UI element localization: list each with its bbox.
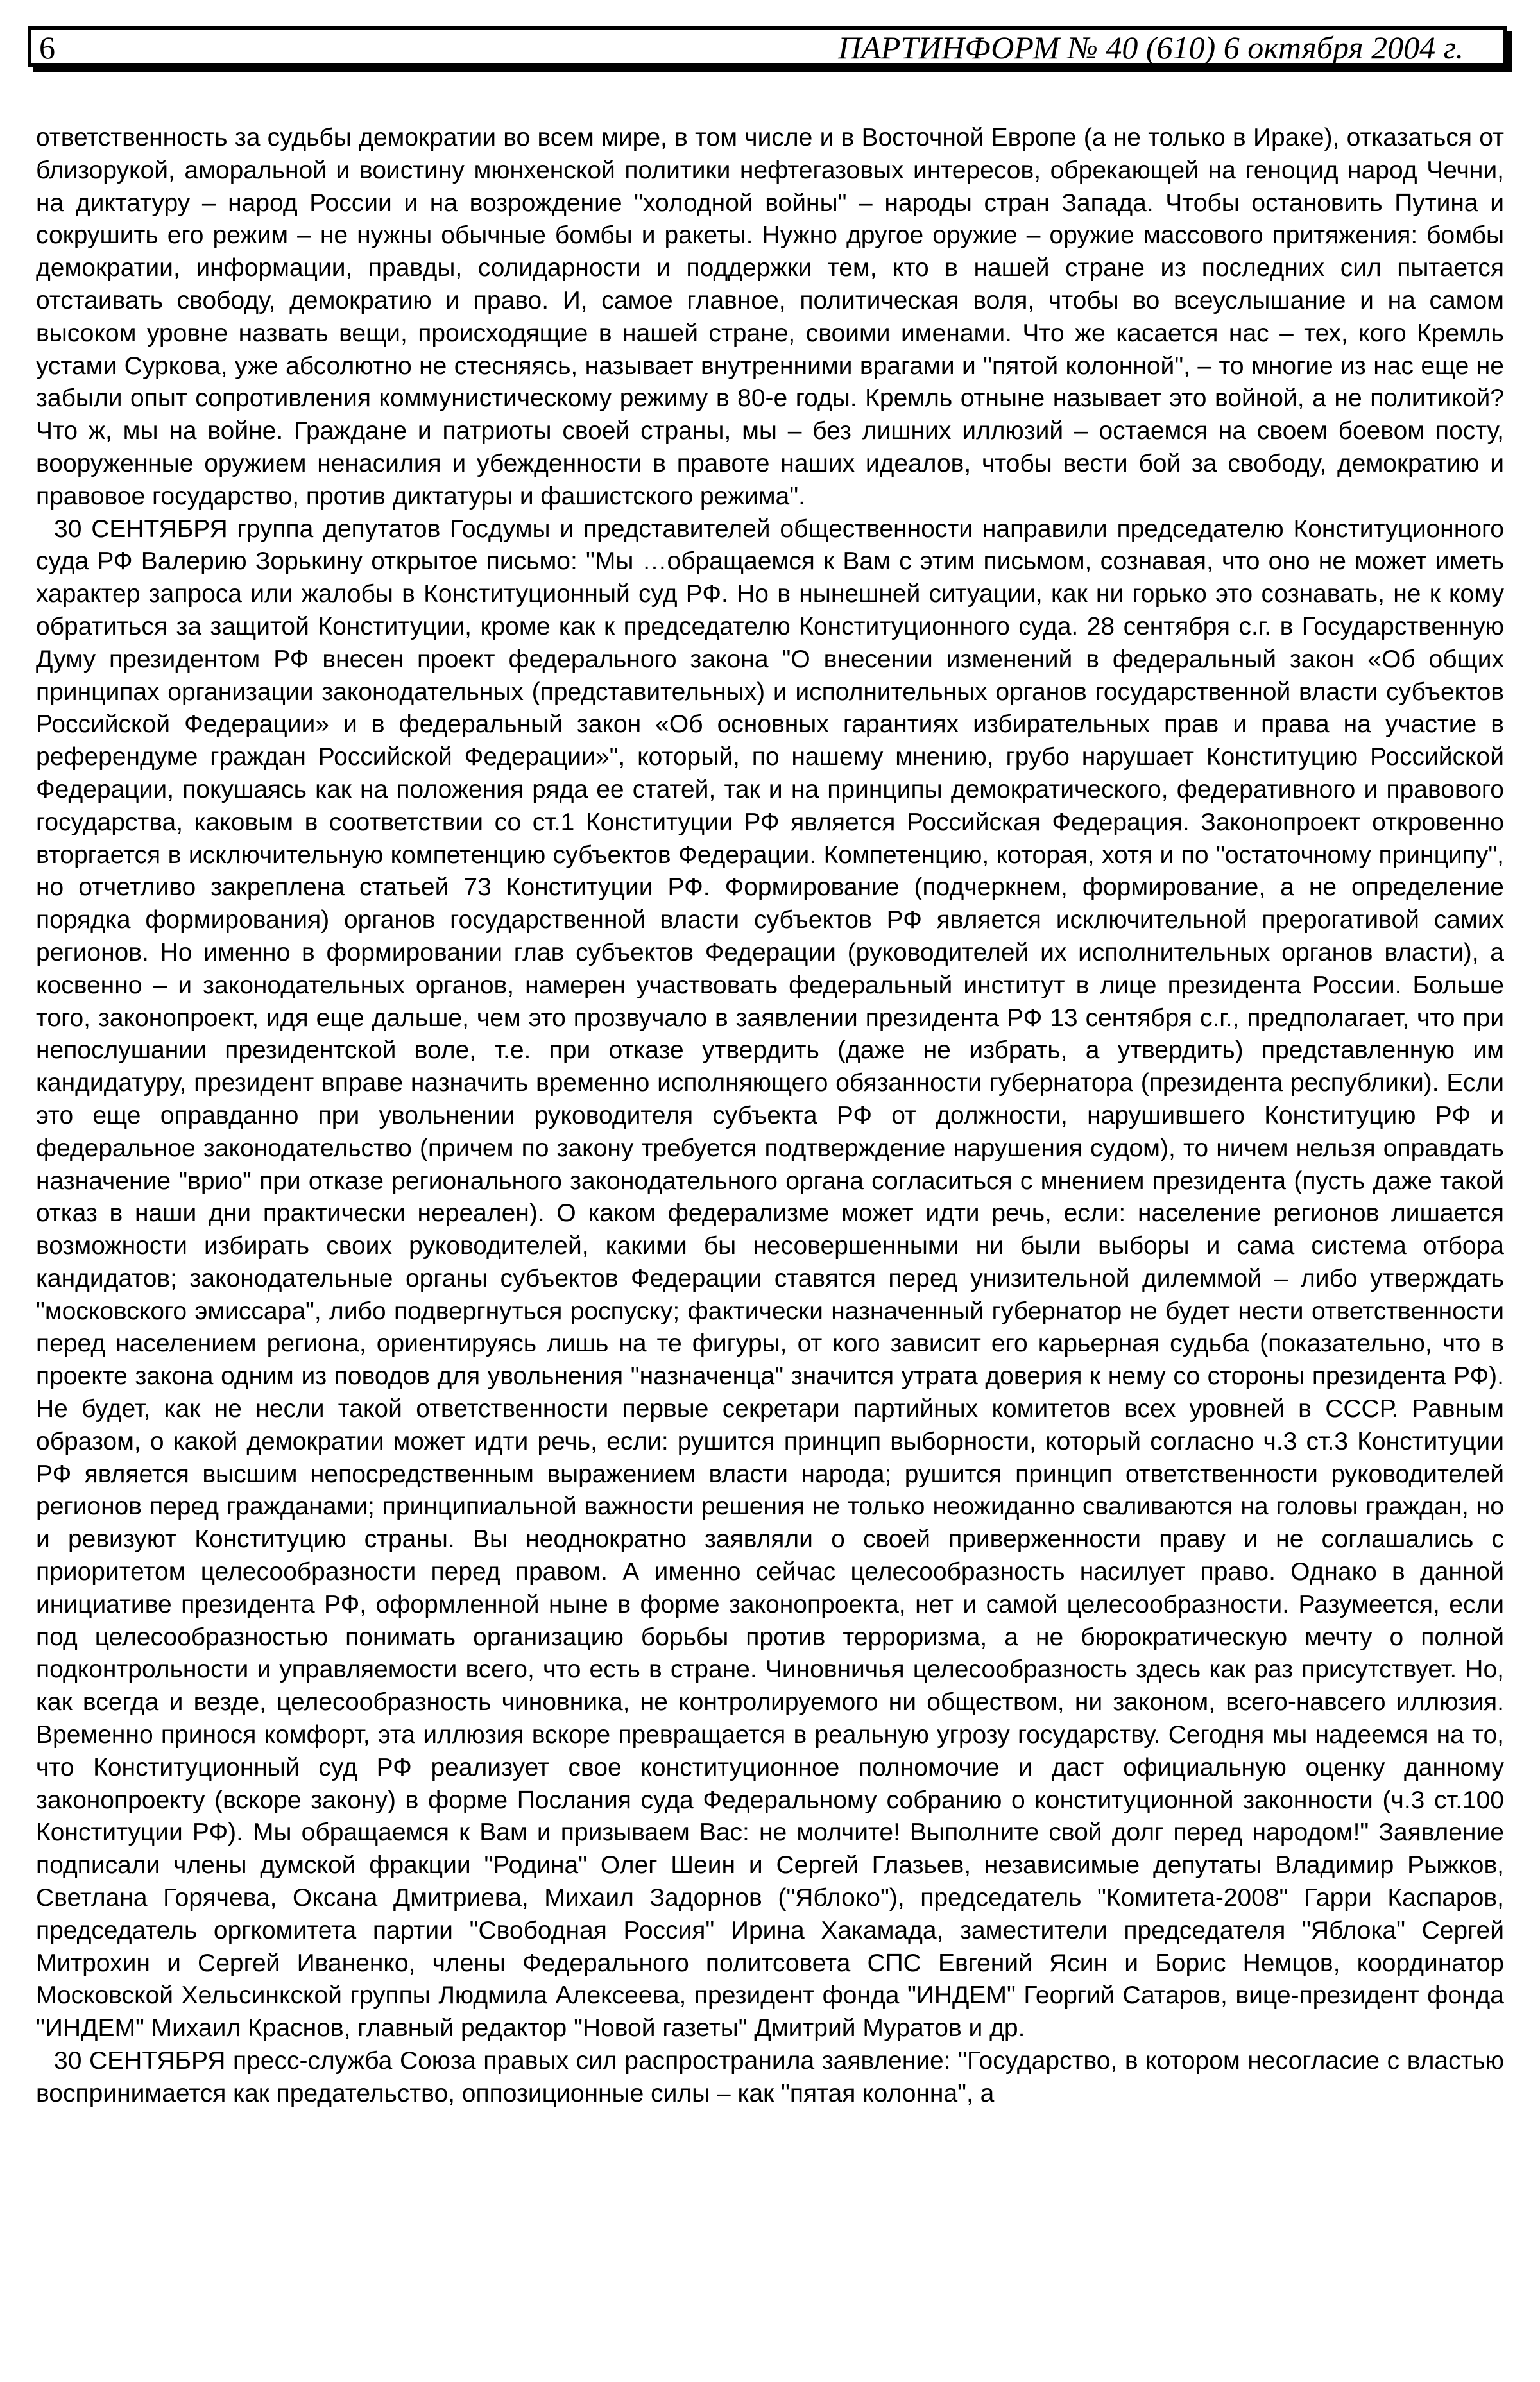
page-number: 6	[39, 30, 55, 65]
article-paragraph: ответственность за судьбы демократии во всем мире, в том числе и в Восточной Европе (а не только в Ираке), отказаться от близорукой, аморальной и воистину мюнхенской политики нефтегазовых интересов, обрекающей на геноцид народ Чечни, на диктатуру – народ России и на возрождение "холодной войны" – народы стран Запада. Чтобы остановить Путина и сокрушить его режим – не нужны обычные бомбы и ракеты. Нужно другое оружие – оружие массового притяжения: бомбы демократии, информации, правды, солидарности и поддержки тем, кто в нашей стране из последних сил пытается отстаивать свободу, демократию и право. И, самое главное, политическая воля, чтобы во всеуслышание и на самом высоком уровне назвать вещи, происходящие в нашей стране, своими именами. Что же касается нас – тех, кого Кремль устами Суркова, уже абсолютно не стесняясь, называет внутренними врагами и "пятой колонной", – то многие из нас еще не забыли опыт сопротивления коммунистическому режиму в 80-е годы. Кремль отныне называет это войной, а не политикой? Что ж, мы на войне. Граждане и патриоты своей страны, мы – без лишних иллюзий – остаемся на своем боевом посту, вооруженные оружием ненасилия и убежденности в правоте наших идеалов, чтобы вести бой за свободу, демократию и правовое государство, против диктатуры и фашистского режима".	[36, 124, 1504, 510]
article-paragraph: 30 СЕНТЯБРЯ группа депутатов Госдумы и представителей общественности направили председателю Конституционного суда РФ Валерию Зорькину открытое письмо: "Мы …обращаемся к Вам с этим письмом, сознавая, что оно не может иметь характер запроса или жалобы в Конституционный суд РФ. Но в нынешней ситуации, как ни горько это сознавать, не к кому обратиться за защитой Конституции, кроме как к председателю Конституционного суда. 28 сентября с.г. в Государственную Думу президентом РФ внесен проект федерального закона "О внесении изменений в федеральный закон «Об общих принципах организации законодательных (представительных) и исполнительных органов государственной власти субъектов Российской Федерации» и в федеральный закон «Об основных гарантиях избирательных прав и права на участие в референдуме граждан Российской Федерации»", который, по нашему мнению, грубо нарушает Конституцию Российской Федерации, покушаясь как на положения ряда ее статей, так и на принципы демократического, федеративного и правового государства, каковым в соответствии со ст.1 Конституции РФ является Российская Федерация. Законопроект откровенно вторгается в исключительную компетенцию субъектов Федерации. Компетенцию, которая, хотя и по "остаточному принципу", но отчетливо закреплена статьей 73 Конституции РФ. Формирование (подчеркнем, формирование, а не определение порядка формирования) органов государственной власти субъектов РФ является исключительной прерогативой самих регионов. Но именно в формировании глав субъектов Федерации (руководителей их исполнительных органов власти), а косвенно – и законодательных органов, намерен участвовать федеральный институт в лице президента России. Больше того, законопроект, идя еще дальше, чем это прозвучало в заявлении президента РФ 13 сентября с.г., предполагает, что при непослушании президентской воле, т.е. при отказе утвердить (даже не избрать, а утвердить) представленную им кандидатуру, президент вправе назначить временно исполняющего обязанности губернатора (президента республики). Если это еще оправданно при увольнении руководителя субъекта РФ от должности, нарушившего Конституцию РФ и федеральное законодательство (причем по закону требуется подтверждение нарушения судом), то ничем нельзя оправдать назначение "врио" при отказе регионального законодательного органа согласиться с мнением президента (пусть даже такой отказ в наши дни практически нереален). О каком федерализме может идти речь, если: население регионов лишается возможности избирать своих руководителей, какими бы несовершенными ни были выборы и сама система отбора кандидатов; законодательные органы субъектов Федерации ставятся перед унизительной дилеммой – либо утверждать "московского эмиссара", либо подвергнуться роспуску; фактически назначенный губернатор не будет нести ответственности перед населением региона, ориентируясь лишь на те фигуры, от кого зависит его карьерная судьба (показательно, что в проекте закона одним из поводов для увольнения "назначенца" значится утрата доверия к нему со стороны президента РФ). Не будет, как не несли такой ответственности первые секретари партийных комитетов всех уровней в СССР. Равным образом, о какой демократии может идти речь, если: рушится принцип выборности, который согласно ч.3 ст.3 Конституции РФ является высшим непосредственным выражением власти народа; рушится принцип ответственности руководителей регионов перед гражданами; принципиальной важности решения не только неожиданно сваливаются на головы граждан, но и ревизуют Конституцию страны. Вы неоднократно заявляли о своей приверженности праву и не соглашались с приоритетом целесообразности перед правом. А именно сейчас целесообразность насилует право. Однако в данной инициативе президента РФ, оформленной ныне в форме законопроекта, нет и самой целесообразности. Разумеется, если под целесообразностью понимать организацию борьбы против терроризма, а не бюрократическую мечту о полной подконтрольности и управляемости всего, что есть в стране. Чиновничья целесообразность здесь как раз присутствует. Но, как всегда и везде, целесообразность чиновника, не контролируемого ни обществом, ни законом, всего-навсего иллюзия. Временно принося комфорт, эта иллюзия вскоре превращается в реальную угрозу государству. Сегодня мы надеемся на то, что Конституционный суд РФ реализует свое конституционное полномочие и даст официальную оценку данному законопроекту (вскоре закону) в форме Послания суда Федеральному собранию о конституционной законности (ч.3 ст.100 Конституции РФ). Мы обращаемся к Вам и призываем Вас: не молчите! Выполните свой долг перед народом!" Заявление подписали члены думской фракции "Родина" Олег Шеин и Сергей Глазьев, независимые депутаты Владимир Рыжков, Светлана Горячева, Оксана Дмитриева, Михаил Задорнов ("Яблоко"), председатель "Комитета-2008" Гарри Каспаров, председатель оргкомитета партии "Свободная Россия" Ирина Хакамада, заместители председателя "Яблока" Сергей Митрохин и Сергей Иваненко, члены Федерального политсовета СПС Евгений Ясин и Борис Немцов, координатор Московской Хельсинкской группы Людмила Алексеева, президент фонда "ИНДЕМ" Георгий Сатаров, вице-президент фонда "ИНДЕМ" Михаил Краснов, главный редактор "Новой газеты" Дмитрий Муратов и др.	[36, 515, 1504, 2043]
article-paragraph: 30 СЕНТЯБРЯ пресс-служба Союза правых сил распространила заявление: "Государство, в котором несогласие с властью воспринимается как предательство, оппозиционные силы – как "пятая колонна", а	[36, 2047, 1504, 2107]
page-header	[28, 26, 1507, 67]
article-body	[36, 122, 1504, 2111]
publication-title: ПАРТИНФОРМ № 40 (610) 6 октября 2004 г.	[838, 30, 1464, 65]
